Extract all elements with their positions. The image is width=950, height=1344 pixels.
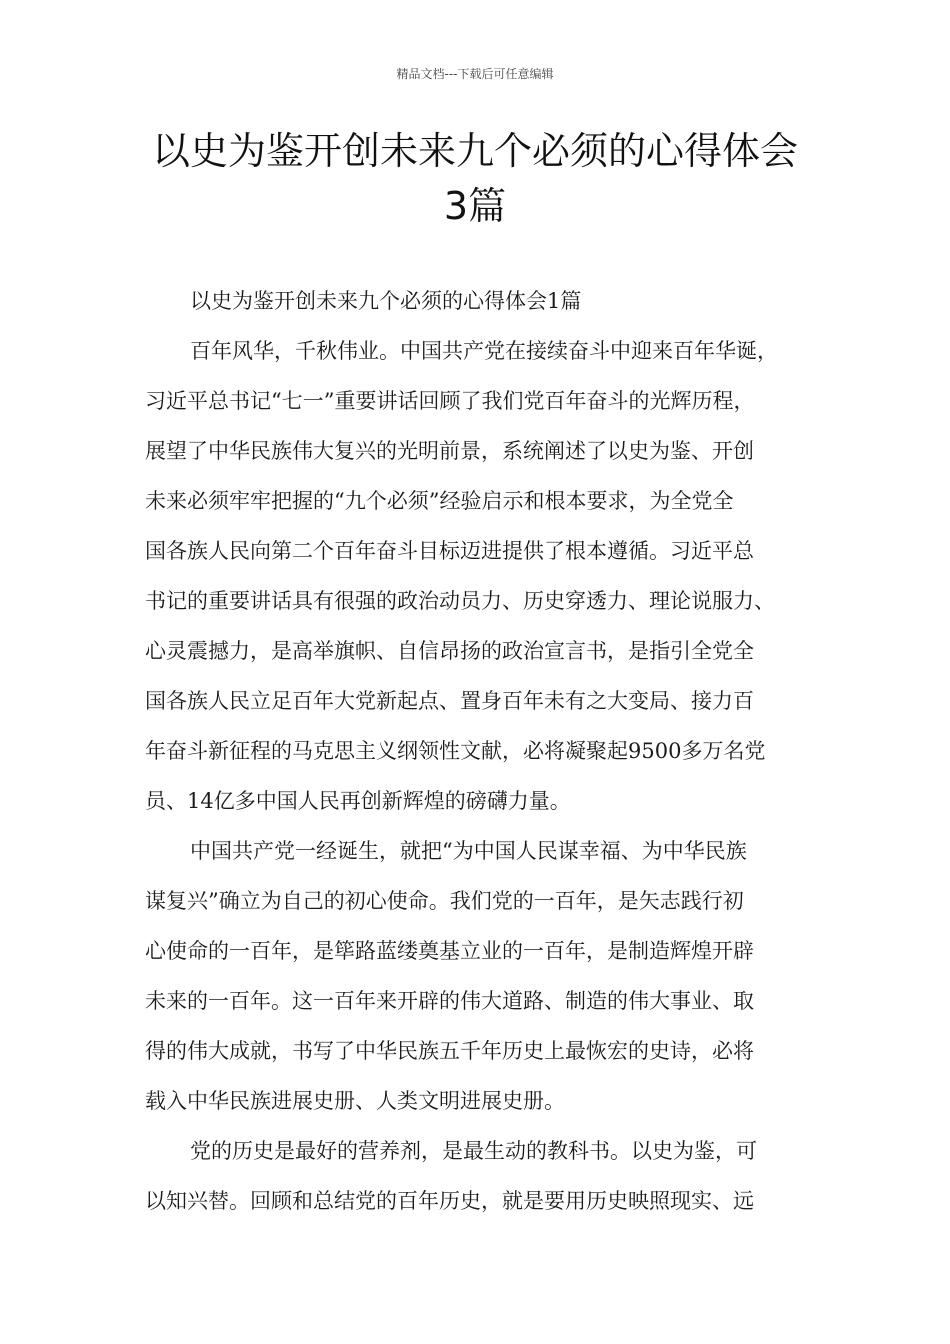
section-heading [145, 276, 817, 326]
text-line: 心灵震撼力，是高举旗帜、自信昂扬的政治宣言书，是指引全党全 [145, 639, 754, 663]
document-body [145, 276, 817, 1226]
text-line: 员、14亿多中国人民再创新辉煌的磅礴力量。 [145, 789, 571, 813]
text-line: 心使命的一百年，是筚路蓝缕奠基立业的一百年，是制造辉煌开辟 [145, 939, 754, 963]
title-line-1: 以史为鉴开创未来九个必须的心得体会 [151, 129, 798, 173]
text-line: 年奋斗新征程的马克思主义纲领性文献，必将凝聚起9500多万名党 [145, 739, 766, 763]
text-line: 展望了中华民族伟大复兴的光明前景，系统阐述了以史为鉴、开创 [145, 439, 754, 463]
text-line: 书记的重要讲话具有很强的政治动员力、历史穿透力、理论说服力、 [145, 589, 775, 613]
paragraph-2 [145, 826, 817, 1126]
text-line: 国各族人民向第二个百年奋斗目标迈进提供了根本遵循。习近平总 [145, 539, 754, 563]
text-line: 未来必须牢牢把握的“九个必须”经验启示和根本要求，为全党全 [145, 489, 734, 513]
text-line: 得的伟大成就，书写了中华民族五千年历史上最恢宏的史诗，必将 [145, 1039, 754, 1063]
paragraph-3 [145, 1126, 817, 1226]
text-line: 以史为鉴开创未来九个必须的心得体会1篇 [190, 289, 582, 313]
text-line: 习近平总书记“七一”重要讲话回顾了我们党百年奋斗的光辉历程， [145, 389, 755, 413]
title-line-2: 3篇 [443, 184, 507, 228]
text-line: 未来的一百年。这一百年来开辟的伟大道路、制造的伟大事业、取 [145, 989, 754, 1013]
text-line: 中国共产党一经诞生，就把“为中国人民谋幸福、为中华民族 [190, 839, 747, 863]
text-line: 载入中华民族进展史册、人类文明进展史册。 [145, 1089, 565, 1113]
text-line: 国各族人民立足百年大党新起点、置身百年未有之大变局、接力百 [145, 689, 754, 713]
text-line: 谋复兴”确立为自己的初心使命。我们党的一百年，是矢志践行初 [145, 889, 744, 913]
text-line: 百年风华，千秋伟业。中国共产党在接续奋斗中迎来百年华诞， [190, 339, 778, 363]
document-title [120, 124, 830, 234]
text-line: 以知兴替。回顾和总结党的百年历史，就是要用历史映照现实、远 [145, 1189, 754, 1213]
paragraph-1 [145, 326, 817, 826]
header-note: 精品文档---下载后可任意编辑 [396, 67, 554, 81]
text-line: 党的历史是最好的营养剂，是最生动的教科书。以史为鉴，可 [190, 1139, 757, 1163]
